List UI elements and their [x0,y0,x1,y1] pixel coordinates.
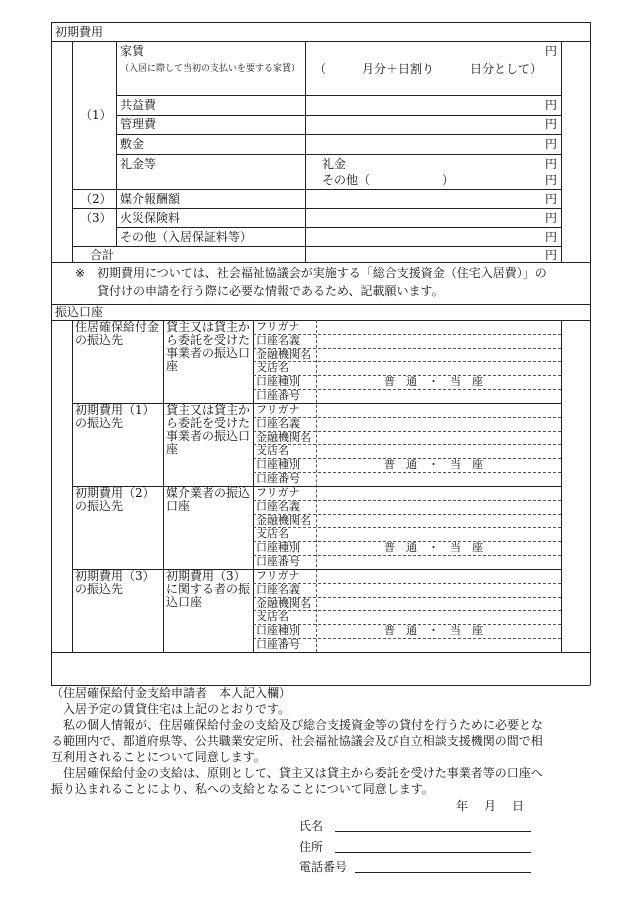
rent-note: （入居に際して当初の支払いを要する家賃） [120,64,301,74]
brokerage-fee-yen: 円 [544,192,557,206]
other-guarantee-label: その他（入居保証料等） [120,230,253,244]
bank-field-input[interactable] [318,597,560,610]
bank-field-label: 口座種別 [256,458,300,472]
rent-formula: （ 月分＋日割り 日分として） [314,62,543,76]
management-fee-yen: 円 [544,117,557,131]
note-line-1: 初期費用については、社会福祉協議会が実施する「総合支援資金（住宅入居費）」の [97,266,547,280]
bank-group-target: 住居確保給付金の振込先 [75,320,160,347]
bank-field-label: 支店名 [256,610,289,624]
bank-field-input[interactable] [318,348,560,361]
declaration-p1: 入居予定の賃貸住宅は上記のとおりです。 [63,702,291,716]
bank-field-input[interactable] [318,431,560,444]
bank-field-input[interactable] [318,320,560,333]
declaration-heading: （住居確保給付金支給申請者 本人記入欄） [51,686,292,700]
address-line[interactable] [335,852,531,853]
declaration-p2-line2: る範囲内で、都道府県等、公共職業安定所、社会福祉協議会及び自立相談支援機関の間で相 [51,734,543,748]
bank-field-label: 金融機関名 [256,430,311,444]
bank-field-input[interactable] [318,389,560,402]
bank-field-input[interactable] [318,569,560,582]
bank-field-input[interactable] [318,500,560,513]
phone-label: 電話番号 [299,860,348,874]
rent-label: 家賃 [120,44,145,58]
bank-field-label: 支店名 [256,361,289,375]
bank-group-target: 初期費用（1）の振込先 [75,403,155,430]
group1-number: （1） [80,108,112,122]
common-fee-label: 共益費 [120,98,157,112]
deposit-yen: 円 [544,137,557,151]
bank-field-label: 口座番号 [256,472,300,486]
bank-field-label: 金融機関名 [256,347,311,361]
bank-group-holder: 貸主又は貸主から委託を受けた事業者の振込口座 [166,403,251,456]
bank-field-label: 口座名義 [256,582,300,596]
bank-field-input[interactable] [318,334,560,347]
name-line[interactable] [335,831,531,832]
bank-field-label: 金融機関名 [256,513,311,527]
bank-header: 振込口座 [55,305,104,319]
bank-field-label: 口座名義 [256,416,300,430]
bank-field-input[interactable] [318,514,560,527]
key-money-label: 礼金 [322,157,347,171]
declaration-p2-line1: 私の個人情報が、住居確保給付金の支給及び総合支援資金等の貸付を行うために必要とな [63,718,544,732]
account-type-value: 普 通 ・ 当 座 [384,624,483,638]
date-month: 月 [484,799,497,813]
key-money-etc-label: 礼金等 [120,157,157,171]
address-label: 住所 [299,840,324,854]
key-money-yen: 円 [544,157,557,171]
bank-group-target: 初期費用（3）の振込先 [75,569,155,596]
bank-field-input[interactable] [318,403,560,416]
bank-group-holder: 媒介業者の振込口座 [166,486,251,513]
declaration-p2-line3: 互利用されることについて同意します。 [51,750,266,764]
bank-group-holder: 貸主又は貸主から委託を受けた事業者の振込口座 [166,320,251,373]
bank-field-input[interactable] [318,638,560,651]
note-mark: ※ [75,266,86,280]
management-fee-label: 管理費 [120,117,157,131]
bank-field-input[interactable] [318,361,560,374]
other-guarantee-yen: 円 [544,230,557,244]
declaration-p3-line1: 住居確保給付金の支給は、原則として、貸主又は貸主から委託を受けた事業者等の口座へ [63,766,543,780]
other-paren-label: その他（ ） [322,173,455,187]
date-day: 日 [512,799,525,813]
bank-field-input[interactable] [318,444,560,457]
bank-field-input[interactable] [318,555,560,568]
bank-field-input[interactable] [318,583,560,596]
bank-field-label: 支店名 [256,527,289,541]
account-type-value: 普 通 ・ 当 座 [384,541,483,555]
bank-field-label: フリガナ [256,569,300,582]
bank-field-label: 口座種別 [256,375,300,389]
date-year: 年 [456,799,469,813]
bank-field-input[interactable] [318,486,560,499]
rent-yen: 円 [544,44,557,58]
brokerage-fee-label: 媒介報酬額 [120,192,181,206]
bank-field-input[interactable] [318,610,560,623]
bank-field-label: 支店名 [256,444,289,458]
note-line-2: 貸付けの申請を行う際に必要な情報であるため、記載願います。 [97,284,444,298]
declaration-p3-line2: 振り込まれることにより、私への支給となることについて同意します。 [51,782,434,796]
total-label: 合計 [90,248,115,262]
bank-field-label: 口座番号 [256,389,300,403]
initial-costs-header: 初期費用 [55,25,104,39]
bank-field-input[interactable] [318,417,560,430]
bank-field-label: 口座名義 [256,333,300,347]
bank-field-label: 金融機関名 [256,596,311,610]
account-type-value: 普 通 ・ 当 座 [384,375,483,389]
bank-field-label: フリガナ [256,403,300,416]
fire-insurance-label: 火災保険料 [120,211,181,225]
bank-field-input[interactable] [318,472,560,485]
bank-group-holder: 初期費用（3）に関する者の振込口座 [166,569,251,609]
bank-group-target: 初期費用（2）の振込先 [75,486,155,513]
common-fee-yen: 円 [544,98,557,112]
group2-number: （2） [80,192,112,206]
account-type-value: 普 通 ・ 当 座 [384,458,483,472]
fire-insurance-yen: 円 [544,211,557,225]
bank-field-label: 口座名義 [256,499,300,513]
bank-field-input[interactable] [318,527,560,540]
group3-number: （3） [80,211,112,225]
bank-field-label: 口座種別 [256,624,300,638]
deposit-label: 敷金 [120,137,145,151]
bank-field-label: 口座種別 [256,541,300,555]
bank-field-label: 口座番号 [256,638,300,652]
phone-line[interactable] [355,872,531,873]
bank-field-label: フリガナ [256,486,300,499]
bank-field-label: 口座番号 [256,555,300,569]
bank-field-label: フリガナ [256,320,300,333]
total-yen: 円 [544,248,557,262]
other-paren-yen: 円 [544,173,557,187]
name-label: 氏名 [299,819,324,833]
